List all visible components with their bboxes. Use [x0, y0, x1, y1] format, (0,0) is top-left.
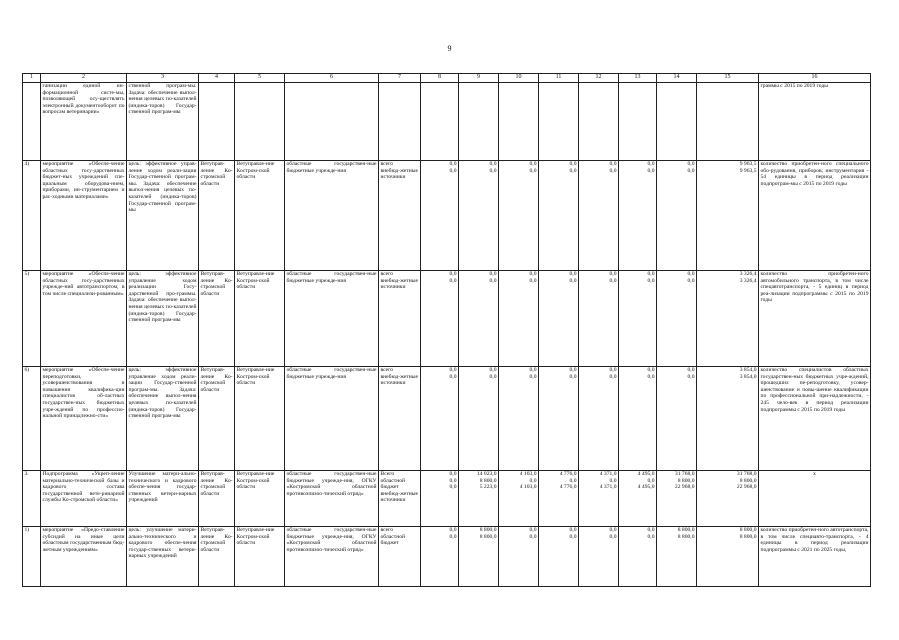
column-header-6: 6 [285, 74, 379, 83]
amount-value: 0,0 [569, 271, 577, 277]
table-row [23, 271, 871, 367]
column-header-8: 8 [421, 74, 459, 83]
participants: областные государствен-ные бюджетные учрежде-ния [285, 161, 379, 271]
expected-result: количество специалистов областных государствен-ных бюджетных учре-ждений, прошедших пе-реподготовку, усовер-шенствование и повы-шение квалификации по профессиональной при-надлежности, - 245 чело-век в период реализации подпрограммы с 2015 по 2019 годы [759, 367, 871, 471]
amount-value: 0,0 [609, 271, 617, 277]
amount-value: 0,0 [569, 367, 577, 373]
goal-task: Улучшение матери-ально-технического и кадрового обеспе-чения государ-ственных ветери-нарных учреждений [127, 471, 199, 527]
responsible-executor [199, 83, 235, 161]
column-header-1: 1 [23, 74, 41, 83]
amount-value: 0,0 [529, 161, 537, 167]
funding-source: внебюд-жетные источники [380, 277, 419, 291]
coexecutor: Ветуправле-ние Костром-ской области [235, 161, 285, 271]
amount-value: 8 800,0 [479, 477, 497, 484]
amount-cell [697, 471, 759, 527]
amount-value: 0,0 [609, 277, 617, 284]
amount-value: 0,0 [449, 161, 457, 167]
amount-value: 0,0 [609, 477, 617, 484]
expected-result: количество приобретен-ного автотранспорта, в том числе специавто-транспорта, - 4 единицы в период реализации подпрограммы с 2021 по 2025 годы, [759, 527, 871, 587]
amount-cell [657, 471, 697, 527]
amount-cell [579, 471, 619, 527]
amount-cell [657, 83, 697, 161]
amount-value: 0,0 [609, 167, 617, 174]
column-header-2: 2 [41, 74, 127, 83]
amount-cell [579, 527, 619, 587]
amount-cell [459, 527, 499, 587]
amount-value: 0,0 [647, 533, 655, 540]
responsible-executor: Ветупрaв-ление Ко-стромской области [199, 471, 235, 527]
amount-value: 9 963,5 [739, 167, 757, 174]
amount-value: 0,0 [489, 367, 497, 373]
amount-value: 0,0 [449, 277, 457, 284]
activity-name: мероприятие «Обеспе-чение областных госу-дарственных бюджет-ных учреждений спе-циальным оборудова-нием, приборами, ин-струментарием и рас-ходными материалами» [41, 161, 127, 271]
amount-cell [539, 527, 579, 587]
goal-task: цель: улучшение матери-ально-технического и кадрового обеспе-чения государ-ственных ветери-нарных учреждений [127, 527, 199, 587]
amount-value: 0,0 [569, 527, 577, 533]
amount-value: 8 800,0 [739, 533, 757, 540]
header-row [23, 74, 871, 83]
amount-cell [539, 271, 579, 367]
activity-name: Подпрограмма «Укреп-ление материально-технической базы и кадрового состава государственной вете-ринарной службы Ко-стромской области» [41, 471, 127, 527]
expected-result: x [759, 471, 871, 527]
amount-cell [579, 367, 619, 471]
amount-cell [579, 83, 619, 161]
amount-value: 5 223,0 [479, 484, 497, 491]
expected-result: количество приобретен-ного автомобильного транспорта, в том числе спецавтотранспорта, - 5 единиц в период реа-лизации подпрограммы с 2015 по 2019 годы [759, 271, 871, 367]
amount-cell [499, 527, 539, 587]
column-header-13: 13 [619, 74, 657, 83]
amount-value: 0,0 [647, 373, 655, 380]
row-number: 4) [23, 161, 41, 271]
amount-value: 4 371,0 [599, 484, 617, 491]
amount-cell [657, 527, 697, 587]
amount-value: 0,0 [609, 533, 617, 540]
amount-cell [459, 161, 499, 271]
amount-cell [499, 367, 539, 471]
amount-value: 0,0 [609, 367, 617, 373]
funding-source-cell [379, 367, 421, 471]
participants: областные государствен-ные бюджетные учрежде-ния, ОГКУ «Костромской областной противоэпизоо-тический отряд» [285, 471, 379, 527]
amount-cell [459, 471, 499, 527]
table-row [23, 83, 871, 161]
amount-cell [499, 471, 539, 527]
row-number: 1) [23, 527, 41, 587]
activity-name: мероприятие «Обеспе-чение областных госу-дарственных учрежде-ний автотранспортом, в том числе специализи-рованным» [41, 271, 127, 367]
column-header-11: 11 [539, 74, 579, 83]
amount-cell [499, 271, 539, 367]
activity-name: ганизации единой ин-формационной систе-мы, позволяющей осу-ществлять электронный документооборот по вопросам ветеринарии» [41, 83, 127, 161]
amount-value: 0,0 [449, 373, 457, 380]
table-row [23, 527, 871, 587]
responsible-executor: Ветупрaв-ление Ко-стромской области [199, 527, 235, 587]
participants: областные государствен-ные бюджетные учрежде-ния [285, 367, 379, 471]
participants: областные государствен-ные бюджетные учрежде-ния [285, 271, 379, 367]
amount-cell [421, 83, 459, 161]
amount-value: 8 800,0 [677, 477, 695, 484]
column-header-10: 10 [499, 74, 539, 83]
amount-cell [619, 527, 657, 587]
amount-value: 0,0 [687, 271, 695, 277]
amount-value: 0,0 [489, 277, 497, 284]
amount-value: 0,0 [569, 373, 577, 380]
participants [285, 83, 379, 161]
amount-value: 0,0 [647, 527, 655, 533]
amount-value: 8 800,0 [739, 527, 757, 533]
amount-value: 0,0 [529, 367, 537, 373]
column-header-7: 7 [379, 74, 421, 83]
funding-source: внебюд-жетные источники [380, 490, 419, 504]
column-header-5: 5 [235, 74, 285, 83]
row-number [23, 83, 41, 161]
amount-value: 0,0 [647, 367, 655, 373]
funding-source: внебюд-жетные источники [380, 373, 419, 387]
amount-value: 0,0 [529, 277, 537, 284]
coexecutor: Ветуправле-ние Костром-ской области [235, 367, 285, 471]
amount-cell [619, 471, 657, 527]
amount-value: 0,0 [529, 271, 537, 277]
amount-value: 0,0 [647, 477, 655, 484]
amount-cell [697, 527, 759, 587]
amount-value: 0,0 [647, 161, 655, 167]
amount-cell [657, 271, 697, 367]
funding-source: всего [380, 271, 394, 277]
funding-source-cell [379, 271, 421, 367]
amount-value: 0,0 [529, 533, 537, 540]
amount-value: 8 800,0 [479, 527, 497, 533]
funding-source-cell [379, 83, 421, 161]
amount-value: 4 103,0 [519, 471, 537, 477]
amount-cell [579, 271, 619, 367]
amount-value: 3 326,4 [739, 271, 757, 277]
amount-value: 0,0 [449, 471, 457, 477]
amount-value: 0,0 [569, 533, 577, 540]
column-header-4: 4 [199, 74, 235, 83]
funding-source-cell [379, 527, 421, 587]
amount-cell [421, 271, 459, 367]
expected-result: количество приобретен-ного специального обо-рудования, приборов, инструментария - 54 единицы в период реализации подпрограм-мы с 2015 по 2019 годы [759, 161, 871, 271]
responsible-executor: Ветупрaв-ление Ко-стромской области [199, 367, 235, 471]
amount-value: 0,0 [529, 167, 537, 174]
amount-value: 4 776,0 [559, 484, 577, 491]
amount-cell [499, 83, 539, 161]
participants: областные государствен-ные бюджетные учрежде-ния, ОГКУ «Костромской областной противоэпизоо-тический отряд» [285, 527, 379, 587]
amount-value: 0,0 [687, 373, 695, 380]
amount-value: 0,0 [609, 527, 617, 533]
amount-value: 3 326,4 [739, 277, 757, 284]
amount-value: 0,0 [449, 527, 457, 533]
row-number: 3. [23, 471, 41, 527]
amount-cell [459, 271, 499, 367]
activity-name: мероприятие «Обеспе-чение переподготовки, усовершенствования и повышения квалифика-ции специалистов об-ластных государствен-ных бюджетных учре-ждений по профессио-нальной принадлежно-сти» [41, 367, 127, 471]
amount-value: 0,0 [449, 484, 457, 491]
amount-cell [539, 83, 579, 161]
amount-value: 0,0 [647, 167, 655, 174]
amount-value: 0,0 [529, 527, 537, 533]
goal-task: цель: эффективное управление ходом реали-зации Государ-ственной програм-мы. Задача: обеспечение выпол-нения целевых по-казателей (индика-торов) Государ-ственной програм-мы [127, 367, 199, 471]
budget-table [22, 73, 871, 587]
amount-value: 0,0 [609, 161, 617, 167]
amount-cell [421, 527, 459, 587]
column-header-16: 16 [759, 74, 871, 83]
amount-value: 0,0 [489, 271, 497, 277]
amount-value: 0,0 [449, 367, 457, 373]
column-header-3: 3 [127, 74, 199, 83]
amount-value: 4 371,0 [599, 471, 617, 477]
expected-result: граммы с 2015 по 2019 годы [759, 83, 871, 161]
column-header-14: 14 [657, 74, 697, 83]
amount-value: 0,0 [449, 167, 457, 174]
funding-source: всего [380, 367, 394, 373]
amount-value: 0,0 [489, 167, 497, 174]
amount-cell [499, 161, 539, 271]
amount-value: 14 023,0 [476, 471, 497, 477]
amount-value: 31 768,0 [736, 471, 757, 477]
amount-value: 0,0 [529, 477, 537, 484]
amount-value: 22 968,0 [674, 484, 695, 491]
responsible-executor: Ветупрaв-ление Ко-стромской области [199, 161, 235, 271]
funding-source: областной бюджет [380, 533, 405, 547]
amount-cell [619, 367, 657, 471]
amount-cell [539, 161, 579, 271]
goal-task: цель: эффективное управление ходом реализации Госу-дарственной про-граммы. Задача: обеспечение выпол-нения целевых по-казателей (индика-торов) Государ-ственной програм-мы [127, 271, 199, 367]
amount-value: 0,0 [529, 373, 537, 380]
page-number: 9 [447, 44, 452, 53]
amount-value: 3 854,0 [739, 367, 757, 373]
amount-value: 0,0 [687, 367, 695, 373]
amount-value: 0,0 [449, 533, 457, 540]
amount-value: 0,0 [647, 277, 655, 284]
amount-value: 8 800,0 [677, 527, 695, 533]
column-header-15: 15 [697, 74, 759, 83]
row-number: 6) [23, 367, 41, 471]
table-row [23, 161, 871, 271]
activity-name: мероприятие «Предо-ставление субсидий на иные цели областным государственным бюд-жетным учреждениям» [41, 527, 127, 587]
table-row [23, 367, 871, 471]
amount-value: 0,0 [569, 277, 577, 284]
amount-value: 0,0 [449, 477, 457, 484]
amount-cell [459, 367, 499, 471]
table-row [23, 471, 871, 527]
amount-cell [697, 271, 759, 367]
amount-cell [619, 271, 657, 367]
amount-value: 4 103,0 [519, 484, 537, 491]
amount-cell [697, 367, 759, 471]
funding-source: всего [380, 161, 394, 167]
funding-source: областной бюджет [380, 477, 405, 491]
amount-value: 0,0 [687, 161, 695, 167]
amount-cell [421, 471, 459, 527]
amount-value: 0,0 [569, 477, 577, 484]
funding-source: Всего [380, 471, 395, 477]
amount-value: 0,0 [687, 167, 695, 174]
coexecutor [235, 83, 285, 161]
funding-source-cell [379, 471, 421, 527]
funding-source-cell [379, 161, 421, 271]
amount-cell [697, 83, 759, 161]
funding-source: внебюд-жетные источники [380, 167, 419, 181]
coexecutor: Ветуправле-ние Костром-ской области [235, 527, 285, 587]
amount-value: 0,0 [569, 161, 577, 167]
amount-value: 8 800,0 [739, 477, 757, 484]
responsible-executor: Ветупрaв-ление Ко-стромской области [199, 271, 235, 367]
amount-cell [619, 161, 657, 271]
column-header-9: 9 [459, 74, 499, 83]
amount-cell [539, 367, 579, 471]
amount-cell [697, 161, 759, 271]
amount-cell [421, 367, 459, 471]
amount-value: 4 776,0 [559, 471, 577, 477]
amount-value: 0,0 [687, 277, 695, 284]
amount-value: 0,0 [647, 271, 655, 277]
amount-cell [657, 367, 697, 471]
coexecutor: Ветуправле-ние Костром-ской области [235, 271, 285, 367]
amount-value: 0,0 [489, 373, 497, 380]
amount-value: 8 800,0 [677, 533, 695, 540]
amount-value: 3 854,0 [739, 373, 757, 380]
amount-cell [459, 83, 499, 161]
amount-cell [657, 161, 697, 271]
goal-task: цель: эффективное управ-ление ходом реали-зации Государ-ственной програм-мы. Задача: обеспечение выпол-нения целевых по-казателей (индика-торов) Государ-ственной програм-мы [127, 161, 199, 271]
amount-value: 22 968,0 [736, 484, 757, 491]
amount-cell [619, 83, 657, 161]
amount-value: 0,0 [449, 271, 457, 277]
amount-value: 8 800,0 [479, 533, 497, 540]
amount-value: 0,0 [609, 373, 617, 380]
amount-value: 4 495,0 [637, 471, 655, 477]
row-number: 5) [23, 271, 41, 367]
column-header-12: 12 [579, 74, 619, 83]
coexecutor: Ветуправле-ние Костром-ской области [235, 471, 285, 527]
amount-cell [579, 161, 619, 271]
amount-value: 31 768,0 [674, 471, 695, 477]
amount-cell [539, 471, 579, 527]
goal-task: ственной програм-мы. Задача: обеспечение выпол-нения целевых по-казателей (индика-торов) Государ-ственной програм-мы [127, 83, 199, 161]
amount-value: 9 963,5 [739, 161, 757, 167]
amount-value: 0,0 [569, 167, 577, 174]
amount-value: 4 495,0 [637, 484, 655, 491]
amount-value: 0,0 [489, 161, 497, 167]
funding-source: всего [380, 527, 394, 533]
amount-cell [421, 161, 459, 271]
